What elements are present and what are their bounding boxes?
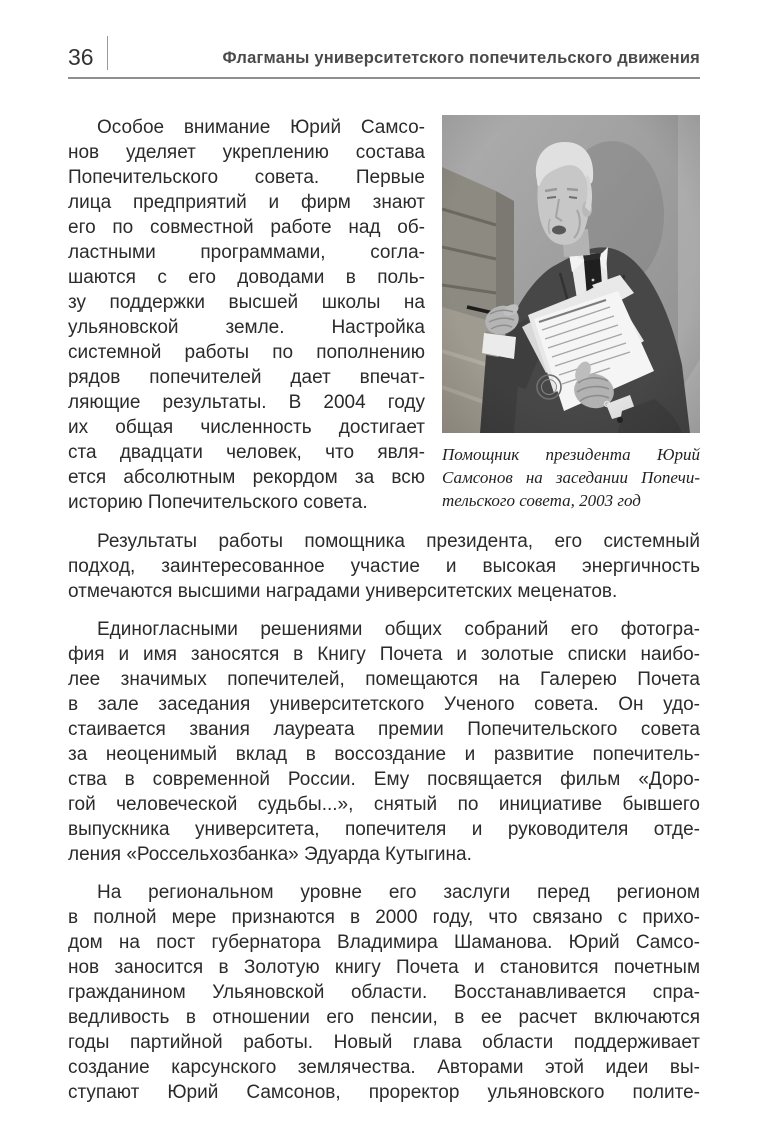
caption-line: Самсонов на заседании Попечи- (442, 468, 700, 487)
paragraph (68, 529, 700, 604)
text-line: годы партийной работы. Новый глава области поддерживает (68, 1032, 700, 1053)
text-line: гой человеческой судьбы...», снятый по инициативе бывшего (68, 794, 700, 815)
caption-line: Помощник президента Юрий (442, 445, 700, 464)
text-line: лица предприятий и фирм знают (68, 192, 425, 213)
text-line: системной работы по пополнению (68, 342, 425, 363)
page-header (68, 0, 700, 79)
text-line: ульяновской земле. Настройка (68, 317, 425, 338)
text-line: фия и имя заносятся в Книгу Почета и золотые списки наибо- (68, 644, 700, 665)
photo-caption (442, 443, 700, 512)
text-line: лее значимых попечителей, помещаются на Галерею Почета (68, 669, 700, 690)
intro-section (68, 115, 700, 515)
running-title: Флагманы университетского попечительского движения (222, 49, 700, 67)
text-line: ведливость в отношении его пенсии, в ее расчет включаются (68, 1007, 700, 1028)
portrait-photo (442, 115, 700, 433)
text-line: ления «Россельхозбанка» Эдуарда Кутыгина. (68, 844, 472, 865)
text-line: в полной мере признаются в 2000 году, что связано с прихо- (68, 907, 700, 928)
text-line: подход, заинтересованное участие и высокая энергичность (68, 556, 700, 577)
text-line: шаются с его доводами в поль- (68, 267, 425, 288)
text-line: стаивается звания лауреата премии Попечительского совета (68, 719, 700, 740)
text-line: в зале заседания университетского Ученого совета. Он удо- (68, 694, 700, 715)
text-line: рядов попечителей дает впечат- (68, 367, 425, 388)
text-line: ляющие результаты. В 2004 году (68, 392, 425, 413)
text-line: ется абсолютным рекордом за всю (68, 467, 425, 488)
text-line: Единогласными решениями общих собраний его фотогра- (97, 619, 700, 640)
paragraph (68, 617, 700, 867)
text-line: ства в современной России. Ему посвящается фильм «Доро- (68, 769, 700, 790)
text-line: его по совместной работе над об- (68, 217, 425, 238)
text-line: их общая численность достигает (68, 417, 425, 438)
text-line: ступают Юрий Самсонов, проректор ульяновского полите- (68, 1082, 700, 1103)
text-line: Попечительского совета. Первые (68, 167, 425, 188)
text-line: создание карсунского землячества. Авторами этой идеи вы- (68, 1057, 700, 1078)
text-line: за неоценимый вклад в воссоздание и развитие попечитель- (68, 744, 700, 765)
text-line: ста двадцати человек, что явля- (68, 442, 425, 463)
page-number: 36 (68, 44, 94, 70)
text-line: выпускника университета, попечителя и руководителя отде- (68, 819, 700, 840)
paragraph (68, 880, 700, 1105)
text-line: дом на пост губернатора Владимира Шаманова. Юрий Самсо- (68, 932, 700, 953)
text-line: гражданином Ульяновской области. Восстанавливается спра- (68, 982, 700, 1003)
text-line: Особое внимание Юрий Самсо- (97, 117, 425, 138)
text-line: нов уделяет укреплению состава (68, 142, 425, 163)
text-line: Результаты работы помощника президента, его системный (97, 531, 700, 552)
text-line: На региональном уровне его заслуги перед регионом (97, 882, 700, 903)
intro-text-column (68, 115, 425, 515)
text-line: зу поддержки высшей школы на (68, 292, 425, 313)
text-line: нов заносится в Золотую книгу Почета и становится почетным (68, 957, 700, 978)
caption-line: тельского совета, 2003 год (442, 491, 641, 510)
photo-figure (442, 115, 700, 512)
text-line: ластными программами, согла- (68, 242, 425, 263)
text-line: историю Попечительского совета. (68, 492, 368, 513)
text-line: отмечаются высшими наградами университетских меценатов. (68, 581, 618, 602)
